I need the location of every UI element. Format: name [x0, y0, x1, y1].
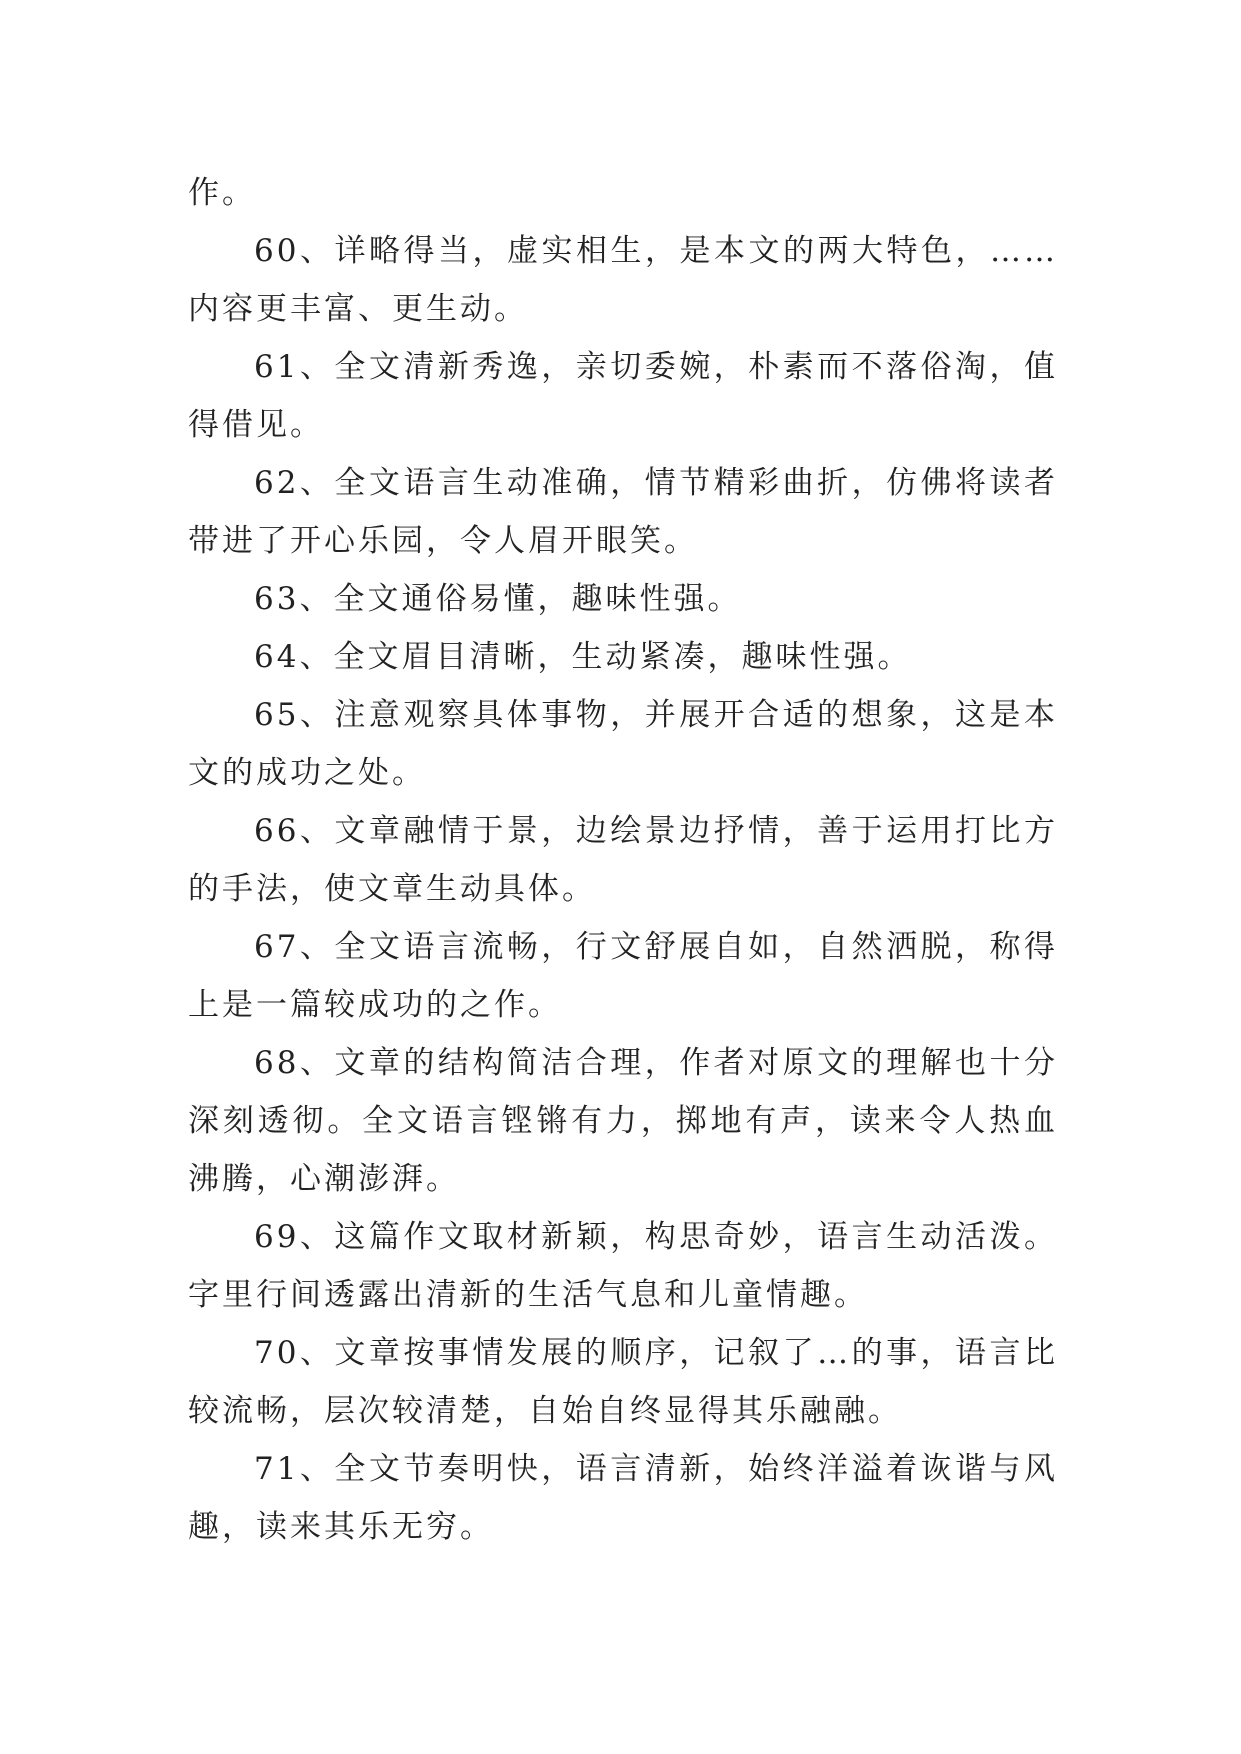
paragraph-67: 67、全文语言流畅，行文舒展自如，自然洒脱，称得上是一篇较成功的之作。 — [188, 929, 1058, 1023]
paragraph-71: 71、全文节奏明快，语言清新，始终洋溢着诙谐与风趣，读来其乐无穷。 — [188, 1451, 1058, 1545]
paragraph-66: 66、文章融情于景，边绘景边抒情，善于运用打比方的手法，使文章生动具体。 — [188, 813, 1058, 907]
paragraph-60: 60、详略得当，虚实相生，是本文的两大特色，……内容更丰富、更生动。 — [188, 233, 1058, 327]
paragraph-64: 64、全文眉目清晰，生动紧凑，趣味性强。 — [254, 639, 912, 675]
paragraph-62: 62、全文语言生动准确，情节精彩曲折，仿佛将读者带进了开心乐园，令人眉开眼笑。 — [188, 465, 1058, 559]
paragraph-65: 65、注意观察具体事物，并展开合适的想象，这是本文的成功之处。 — [188, 697, 1058, 791]
paragraph-continuation: 作。 — [188, 175, 256, 211]
paragraph-63: 63、全文通俗易懂，趣味性强。 — [254, 581, 742, 617]
paragraph-61: 61、全文清新秀逸，亲切委婉，朴素而不落俗淘，值得借见。 — [188, 349, 1058, 443]
paragraph-69: 69、这篇作文取材新颖，构思奇妙，语言生动活泼。字里行间透露出清新的生活气息和儿童情趣。 — [188, 1219, 1058, 1313]
document-body — [188, 164, 1058, 1556]
paragraph-70: 70、文章按事情发展的顺序，记叙了…的事，语言比较流畅，层次较清楚，自始自终显得其乐融融。 — [188, 1335, 1058, 1429]
paragraph-68: 68、文章的结构简洁合理，作者对原文的理解也十分深刻透彻。全文语言铿锵有力，掷地有声，读来令人热血沸腾，心潮澎湃。 — [188, 1045, 1058, 1197]
